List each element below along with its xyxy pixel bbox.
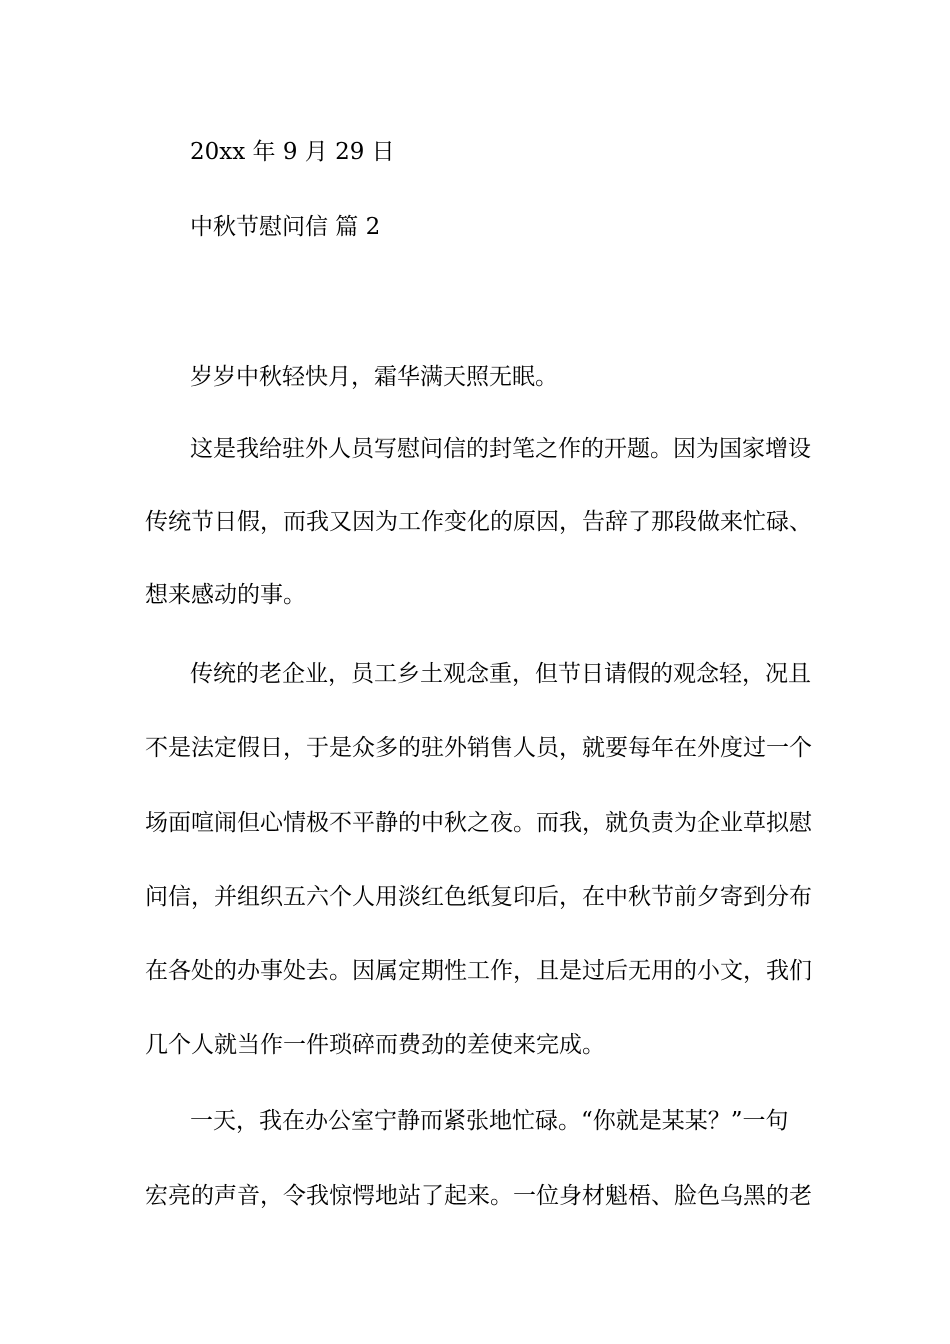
paragraph-line: 想来感动的事。 — [145, 582, 306, 608]
paragraph-line: 不是法定假日，于是众多的驻外销售人员，就要每年在外度过一个 — [145, 735, 812, 761]
letter-heading: 中秋节慰问信 篇 2 — [190, 214, 381, 240]
paragraph-line: 几个人就当作一件琐碎而费劲的差使来完成。 — [145, 1032, 605, 1058]
paragraph-line: 宏亮的声音，令我惊愕地站了起来。一位身材魁梧、脸色乌黑的老 — [145, 1183, 812, 1209]
letter-date: 20xx 年 9 月 29 日 — [190, 139, 395, 165]
paragraph-line: 问信，并组织五六个人用淡红色纸复印后，在中秋节前夕寄到分布 — [145, 884, 812, 910]
paragraph-line: 场面喧闹但心情极不平静的中秋之夜。而我，就负责为企业草拟慰 — [145, 810, 812, 836]
paragraph-line: 在各处的办事处去。因属定期性工作，且是过后无用的小文，我们 — [145, 958, 812, 984]
paragraph-line: 这是我给驻外人员写慰问信的封笔之作的开题。因为国家增设 — [190, 436, 811, 462]
paragraph-line: 传统的老企业，员工乡土观念重，但节日请假的观念轻，况且 — [190, 661, 811, 687]
paragraph-line: 一天，我在办公室宁静而紧张地忙碌。“你就是某某？”一句 — [190, 1108, 789, 1134]
paragraph-line: 岁岁中秋轻快月，霜华满天照无眠。 — [190, 364, 558, 390]
paragraph-line: 传统节日假，而我又因为工作变化的原因，告辞了那段做来忙碌、 — [145, 509, 812, 535]
